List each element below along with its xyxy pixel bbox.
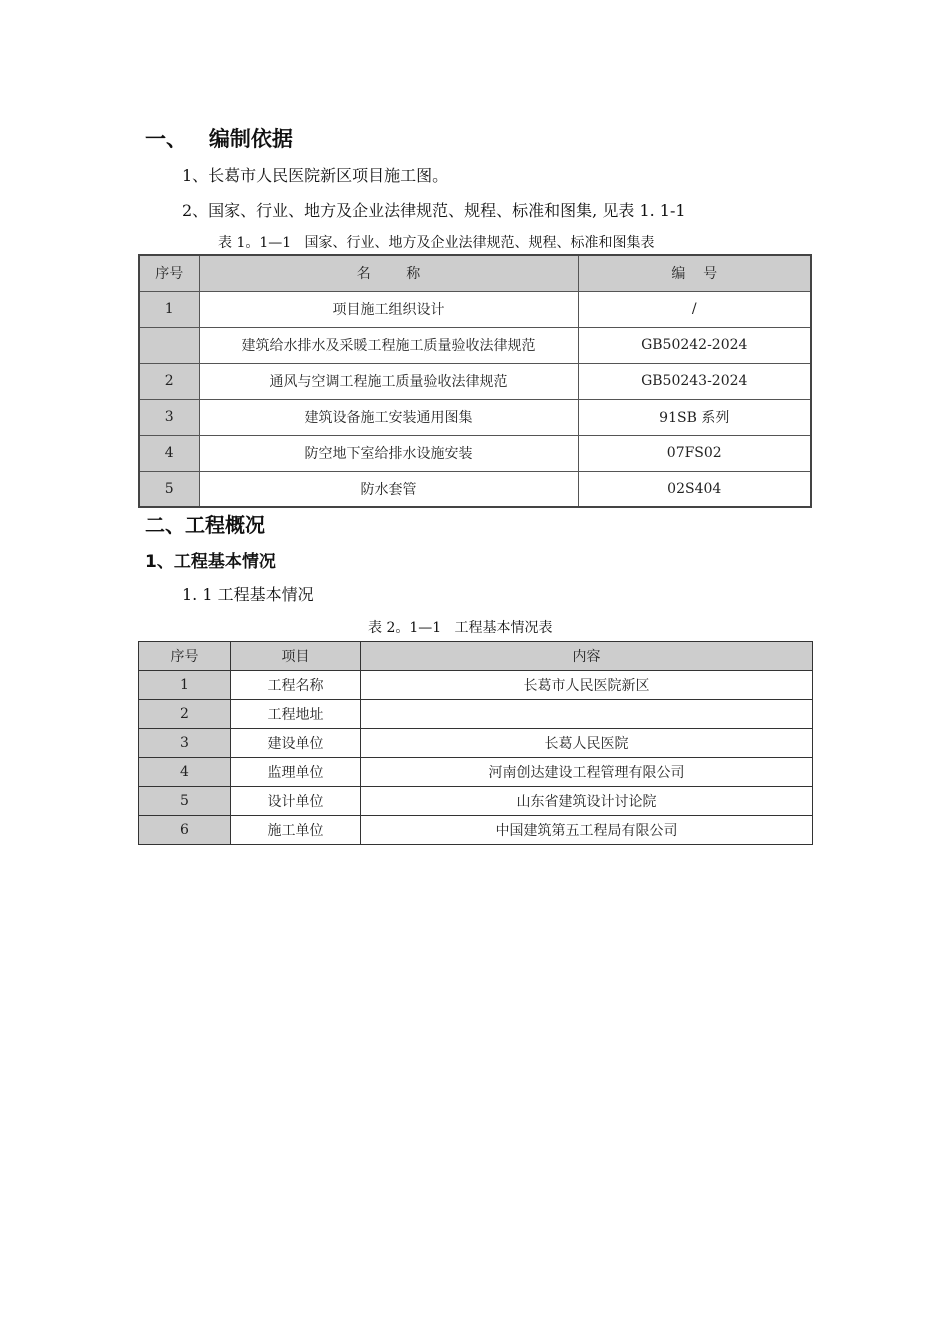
table-header-row (139, 255, 811, 291)
table-row (139, 291, 811, 327)
row-index: 1 (139, 291, 199, 327)
row-name: 建筑给水排水及采暖工程施工质量验收法律规范 (199, 327, 578, 363)
row-item: 监理单位 (231, 758, 361, 787)
basis-item-2: 2、国家、行业、地方及企业法律规范、规程、标准和图集, 见表 1. 1-1 (182, 201, 686, 220)
row-item: 建设单位 (231, 729, 361, 758)
section-1-heading: 一、 编制依据 (145, 127, 293, 151)
table-row (139, 363, 811, 399)
header-code: 编 号 (578, 255, 811, 291)
row-index: 4 (139, 435, 199, 471)
table-1-caption: 表 1。1—1 国家、行业、地方及企业法律规范、规程、标准和图集表 (218, 235, 655, 251)
row-index: 3 (139, 399, 199, 435)
row-code: GB50242-2024 (578, 327, 811, 363)
header-item: 项目 (231, 642, 361, 671)
row-index: 5 (139, 471, 199, 507)
section-2-subheading: 1、工程基本情况 (145, 552, 276, 572)
row-name: 防水套管 (199, 471, 578, 507)
row-content: 中国建筑第五工程局有限公司 (361, 816, 813, 845)
row-content: 长葛市人民医院新区 (361, 671, 813, 700)
table-row (139, 729, 813, 758)
section-2-subsubheading: 1. 1 工程基本情况 (182, 585, 314, 604)
table-row (139, 816, 813, 845)
row-index (139, 327, 199, 363)
header-index: 序号 (139, 255, 199, 291)
row-item: 工程名称 (231, 671, 361, 700)
row-content: 河南创达建设工程管理有限公司 (361, 758, 813, 787)
header-index: 序号 (139, 642, 231, 671)
table-row (139, 787, 813, 816)
row-index: 2 (139, 700, 231, 729)
standards-table (138, 254, 812, 508)
row-code: 02S404 (578, 471, 811, 507)
table-row (139, 471, 811, 507)
row-index: 2 (139, 363, 199, 399)
table-2-caption: 表 2。1—1 工程基本情况表 (368, 620, 553, 636)
row-content: 长葛人民医院 (361, 729, 813, 758)
row-name: 项目施工组织设计 (199, 291, 578, 327)
row-index: 1 (139, 671, 231, 700)
row-code: 91SB 系列 (578, 399, 811, 435)
row-item: 施工单位 (231, 816, 361, 845)
section-2-heading: 二、工程概况 (145, 513, 265, 537)
row-content: 山东省建筑设计讨论院 (361, 787, 813, 816)
table-row (139, 700, 813, 729)
row-name: 通风与空调工程施工质量验收法律规范 (199, 363, 578, 399)
row-item: 工程地址 (231, 700, 361, 729)
table-header-row (139, 642, 813, 671)
row-code: 07FS02 (578, 435, 811, 471)
row-code: GB50243-2024 (578, 363, 811, 399)
row-name: 建筑设备施工安装通用图集 (199, 399, 578, 435)
row-code: / (578, 291, 811, 327)
row-name: 防空地下室给排水设施安装 (199, 435, 578, 471)
row-index: 4 (139, 758, 231, 787)
table-row (139, 671, 813, 700)
table-row (139, 435, 811, 471)
header-name: 名 称 (199, 255, 578, 291)
row-item: 设计单位 (231, 787, 361, 816)
row-content (361, 700, 813, 729)
table-row (139, 327, 811, 363)
row-index: 5 (139, 787, 231, 816)
table-row (139, 758, 813, 787)
basis-item-1: 1、长葛市人民医院新区项目施工图。 (182, 166, 449, 185)
project-info-table (138, 641, 813, 845)
header-content: 内容 (361, 642, 813, 671)
table-row (139, 399, 811, 435)
row-index: 6 (139, 816, 231, 845)
row-index: 3 (139, 729, 231, 758)
